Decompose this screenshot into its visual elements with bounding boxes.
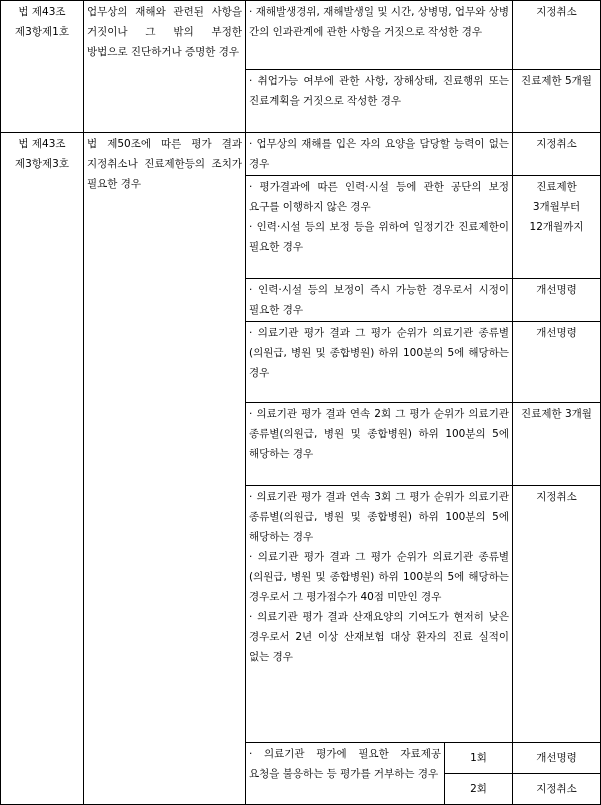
condition-item: · 재해발생경위, 재해발생일 및 시간, 상병명, 업무와 상병 간의 인과관계에 관한 사항을 거짓으로 작성한 경우 xyxy=(249,2,509,42)
action-cell: 진료제한 5개월 xyxy=(513,70,601,133)
count-cell: 2회 xyxy=(445,774,513,805)
condition-item: · 인력·시설 등의 보정 등을 위하여 일정기간 진료제한이 필요한 경우 xyxy=(249,217,509,257)
action-cell: 개선명령 xyxy=(513,743,601,774)
condition-cell xyxy=(246,403,513,486)
action-cell: 지정취소 xyxy=(513,133,601,176)
table-row xyxy=(1,133,601,176)
condition-cell xyxy=(246,322,513,403)
condition-item: · 업무상의 재해를 입은 자의 요양을 담당할 능력이 없는 경우 xyxy=(249,134,509,174)
condition-item: · 의료기관 평가 결과 연속 3회 그 평가 순위가 의료기관 종류별(의원급, 병원 및 종합병원) 하위 100분의 5에 해당하는 경우 xyxy=(249,487,509,547)
violation-reason-cell: 법 제50조에 따른 평가 결과 지정취소나 진료제한등의 조치가 필요한 경우 xyxy=(84,133,246,805)
law-article-cell: 법 제43조 제3항제3호 xyxy=(1,133,84,805)
condition-cell xyxy=(246,279,513,322)
law-article-cell: 법 제43조 제3항제1호 xyxy=(1,1,84,133)
condition-cell xyxy=(246,743,445,805)
action-cell: 지정취소 xyxy=(513,774,601,805)
violation-reason-cell: 업무상의 재해와 관련된 사항을 거짓이나 그 밖의 부정한 방법으로 진단하거나 증명한 경우 xyxy=(84,1,246,133)
condition-item: · 평가결과에 따른 인력·시설 등에 관한 공단의 보정 요구를 이행하지 않은 경우 xyxy=(249,177,509,217)
action-cell: 개선명령 xyxy=(513,279,601,322)
condition-item: · 의료기관 평가 결과 산재요양의 기여도가 현저히 낮은 경우로서 2년 이상 산재보험 대상 환자의 진료 실적이 없는 경우 xyxy=(249,607,509,667)
condition-cell xyxy=(246,1,513,70)
condition-item: · 의료기관 평가 결과 그 평가 순위가 의료기관 종류별(의원급, 병원 및 종합병원) 하위 100분의 5에 해당하는 경우 xyxy=(249,323,509,383)
condition-cell xyxy=(246,133,513,176)
condition-cell xyxy=(246,176,513,279)
action-cell: 진료제한 3개월 xyxy=(513,403,601,486)
condition-item: · 인력·시설 등의 보정이 즉시 가능한 경우로서 시정이 필요한 경우 xyxy=(249,280,509,320)
condition-item: · 의료기관 평가 결과 그 평가 순위가 의료기관 종류별(의원급, 병원 및 종합병원) 하위 100분의 5에 해당하는 경우로서 그 평가점수가 40점 미만인 경우 xyxy=(249,547,509,607)
action-cell: 개선명령 xyxy=(513,322,601,403)
action-cell: 지정취소 xyxy=(513,486,601,743)
action-cell: 지정취소 xyxy=(513,1,601,70)
condition-cell xyxy=(246,486,513,743)
count-cell: 1회 xyxy=(445,743,513,774)
action-cell: 진료제한 3개월부터 12개월까지 xyxy=(513,176,601,279)
condition-cell xyxy=(246,70,513,133)
condition-item: · 취업가능 여부에 관한 사항, 장해상태, 진료행위 또는 진료계획을 거짓으로 작성한 경우 xyxy=(249,71,509,111)
condition-item: · 의료기관 평가에 필요한 자료제공 요청을 불응하는 등 평가를 거부하는 경우 xyxy=(249,744,441,784)
condition-item: · 의료기관 평가 결과 연속 2회 그 평가 순위가 의료기관 종류별(의원급, 병원 및 종합병원) 하위 100분의 5에 해당하는 경우 xyxy=(249,404,509,464)
table-row xyxy=(1,1,601,70)
